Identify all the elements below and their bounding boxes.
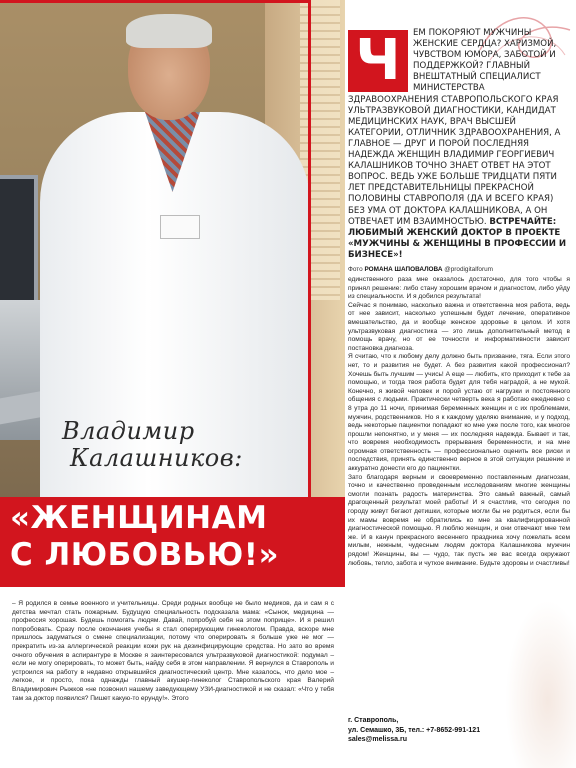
photo-monitor [0, 175, 38, 305]
contact-email[interactable]: sales@melissa.ru [348, 736, 407, 743]
credit-prefix: Фото [348, 266, 363, 273]
name-line-2: Калашников: [70, 444, 243, 472]
lead-body: ЕМ ПОКОРЯЮТ МУЖЧИНЫ ЖЕНСКИЕ СЕРДЦА? ХАРИЗМОЙ, ЧУВСТВОМ ЮМОРА, ЗАБОТОЙ И ПОДДЕРЖКОЙ? ГЛАВНЫЙ ВНЕШТАТНЫЙ СПЕЦИАЛИСТ МИНИСТЕРСТВА ЗДРАВООХРАНЕНИЯ СТАВРОПОЛЬСКОГО КРАЯ УЛЬТРАЗВУКОВОЙ ДИАГНОСТИКИ, КАНДИДАТ МЕДИЦИНСКИХ НАУК, ВРАЧ ВЫСШЕЙ КАТЕГОРИИ, ОТЛИЧНИК ЗДРАВООХРАНЕНИЯ, А ГЛАВНОЕ — ДРУГ И ПОРОЙ ПОСЛЕДНЯЯ НАДЕЖДА ЖЕНЩИН ВЛАДИМИР ГЕОРГИЕВИЧ КАЛАШНИКОВ ТОЧНО ЗНАЕТ ОТВЕТ НА ЭТОТ ВОПРОС. ВЕДЬ УЖЕ БОЛЬШЕ ТРИДЦАТИ ПЯТИ ЛЕТ ПРЕДСТАВИТЕЛЬНИЦЫ ПРЕКРАСНОЙ ПОЛОВИНЫ СТАВРОПОЛЯ (ДА И ВСЕГО КРАЯ) БЕЗ УМА ОТ ДОКТОРА КАЛАШНИКОВА, А ОН ОТВЕЧАЕТ ИМ ВЗАИМНОСТЬЮ. [348, 28, 561, 227]
contact-city: г. Ставрополь, [348, 717, 399, 724]
photo-name-badge [160, 215, 200, 239]
credit-author: РОМАНА ШАПОВАЛОВА [364, 266, 443, 273]
headline-line-1: «ЖЕНЩИНАМ [10, 500, 268, 536]
photo-credit [348, 266, 573, 273]
lead-block [348, 28, 568, 261]
paragraph: Я считаю, что к любому делу должно быть призвание, тяга. Если этого нет, то и развития не будет. А без развития какой профессионал? Хочешь быть лучшим — учись! А еще — любить, кто приходит к тебе за помощью, и тогда твоя работа будет для тебя наградой, а не мукой. Конечно, я живой человек и порой устаю от нагрузки и постоянного общения с людьми. Практически четверть века я работаю ежедневно с 8 утра до 11 ночи, принимая беременных женщин и с их проблемами, мужчин, родственников. Но я к каждому уделяю внимание, и у подход, ведь некоторые пациентки попадают ко мне уже после того, как многое прошли непонятно, и у меня — их последняя надежда. Бывает и так, что вовремя необходимость прерывания беременности, и на мне огромная ответственность — профессионально оценить все риски и последствия, принять единственно верное в этой ситуации решение и аккуратно донести его до пациентки. [348, 353, 570, 473]
headline-band [0, 497, 345, 587]
photo-doctor-hair [126, 14, 212, 48]
paragraph: единственного раза мне оказалось достаточно, для того чтобы я принял решение: либо стану хорошим врачом и диагностом, либо уйду из специальности. И я добился результата! [348, 276, 570, 301]
doctor-name [62, 418, 322, 472]
credit-handle: @prodigitalforum [444, 266, 493, 273]
paragraph: Зато благодаря верным и своевременно поставленным диагнозам, точно и качественно проведенным исследованиям многие женщины смогли познать радость материнства. Это самый важный, самый драгоценный результат моей работы! И я счастлив, что сегодня по городу живут бегают детишки, которые могли бы не родиться, если бы их мамы вовремя не обратились ко мне за квалифицированной диагностической помощью. Я люблю женщин, и они отвечают мне тем же. И в канун прекрасного весеннего праздника хочу пожелать всем милым, нежным, чудесным людям доктора Калашникова мужчин рядом! Женщины, вы — чудо, так пусть же вас всегда окружают любовь, тепло, забота и чуткое внимание. Будьте здоровы и счастливы! [348, 473, 570, 567]
article-column-left: – Я родился в семье военного и учительницы. Среди родных вообще не было медиков, да и сам я с детства мечтал стать пожарным. Будущую специальность подсказала мама: «Сынок, медицина — профессия хорошая. Будешь помогать людям. Давай, попробуй себя на этом поприще». И я решил попробовать. Сразу после окончания учебы я стал оперирующим гинекологом. Правда, вскоре мне пришлось задуматься о смене специализации, потому что оперировать я больше уже не мог — прекратить из-за аллергической реакции кожи рук на дезинфицирующие средства. Но зато во время очного обучения в аспирантуре в Москве я заинтересовался ультразвуковой диагностикой: подумал – если не могу оперировать, то может быть, найду себя в этом направлении. Я вернулся в Ставрополь и устроился на работу в недавно открывшийся диагностический центр. Мне казалось, что дело мое – легкое, и просто, пока однажды главный акушер-гинеколог Ставропольского края Валерий Владимирович Рыжков «не позвонил нашему заведующему УЗИ-диагностикой и не сказал: «Что у тебя там за доктор появился? Пишет какую-то ерунду!». Этого [12, 600, 334, 702]
red-frame-top [0, 0, 310, 3]
headline-line-2: С ЛЮБОВЬЮ!» [10, 537, 279, 573]
name-line-1: Владимир [62, 417, 195, 445]
contacts-block [348, 716, 570, 745]
paragraph: Сейчас я понимаю, насколько важна и ответственна моя работа, ведь от нее зависит, насколько успешным будет лечение, оперативное вмешательство, да и вообще женское здоровье в целом. И хотя ультразвуковая диагностика — это лишь дополнительный метод в помощь врачу, но от ее точности и информативности зависит постановка диагноза. [348, 301, 570, 352]
dropcap: Ч [348, 30, 408, 92]
lead-ending: ВСТРЕЧАЙТЕ: ЛЮБИМЫЙ ЖЕНСКИЙ ДОКТОР В ПРОЕКТЕ «МУЖЧИНЫ & ЖЕНЩИНЫ В ПРОФЕССИИ И БИЗНЕСЕ»! [348, 216, 567, 260]
article-column-right [348, 276, 570, 568]
contact-address: ул. Семашко, 3Б, тел.: +7-8652-991-121 [348, 726, 481, 734]
